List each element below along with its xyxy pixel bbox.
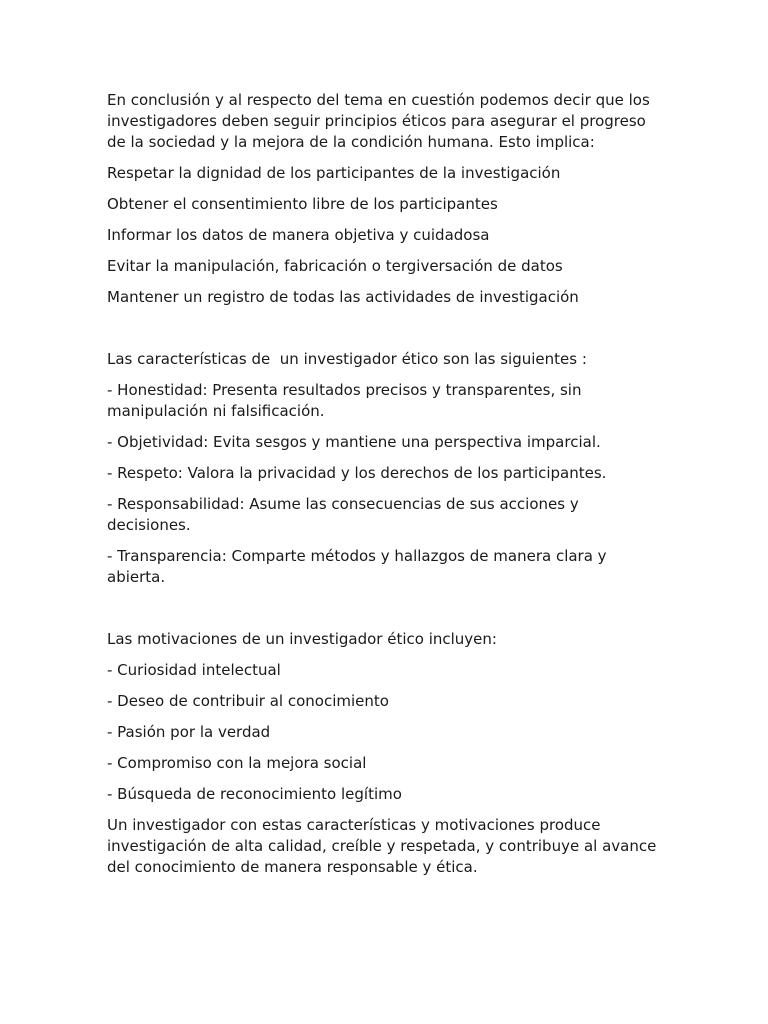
section-spacer <box>107 598 667 629</box>
principle-item: Respetar la dignidad de los participantes de la investigación <box>107 164 561 182</box>
principle-item: Obtener el consentimiento libre de los participantes <box>107 195 498 213</box>
motivation-item: - Compromiso con la mejora social <box>107 754 367 772</box>
section-spacer <box>107 318 667 349</box>
motivation-item: - Curiosidad intelectual <box>107 661 281 679</box>
principle-item: Evitar la manipulación, fabricación o tergiversación de datos <box>107 257 563 275</box>
principle-item: Mantener un registro de todas las actividades de investigación <box>107 288 579 306</box>
intro-paragraph: En conclusión y al respecto del tema en cuestión podemos decir que los investigadores deben seguir principios éticos para asegurar el progreso de la sociedad y la mejora de la condición humana. Esto implica: <box>107 91 650 151</box>
characteristic-item: - Respeto: Valora la privacidad y los derechos de los participantes. <box>107 464 607 482</box>
conclusion-paragraph: Un investigador con estas características y motivaciones produce investigación de alta calidad, creíble y respetada, y contribuye al avance del conocimiento de manera responsable y ética. <box>107 816 657 876</box>
characteristic-item: - Transparencia: Comparte métodos y hallazgos de manera clara y abierta. <box>107 547 607 586</box>
characteristic-item: - Responsabilidad: Asume las consecuencias de sus acciones y decisiones. <box>107 495 579 534</box>
characteristic-item: - Objetividad: Evita sesgos y mantiene una perspectiva imparcial. <box>107 433 601 451</box>
motivations-heading: Las motivaciones de un investigador ético incluyen: <box>107 630 497 648</box>
motivation-item: - Pasión por la verdad <box>107 723 271 741</box>
characteristics-heading: Las características de un investigador ético son las siguientes : <box>107 350 587 368</box>
principle-item: Informar los datos de manera objetiva y cuidadosa <box>107 226 490 244</box>
characteristic-item: - Honestidad: Presenta resultados precisos y transparentes, sin manipulación ni falsificación. <box>107 381 582 420</box>
motivation-item: - Búsqueda de reconocimiento legítimo <box>107 785 402 803</box>
document-page <box>107 90 667 888</box>
motivation-item: - Deseo de contribuir al conocimiento <box>107 692 389 710</box>
